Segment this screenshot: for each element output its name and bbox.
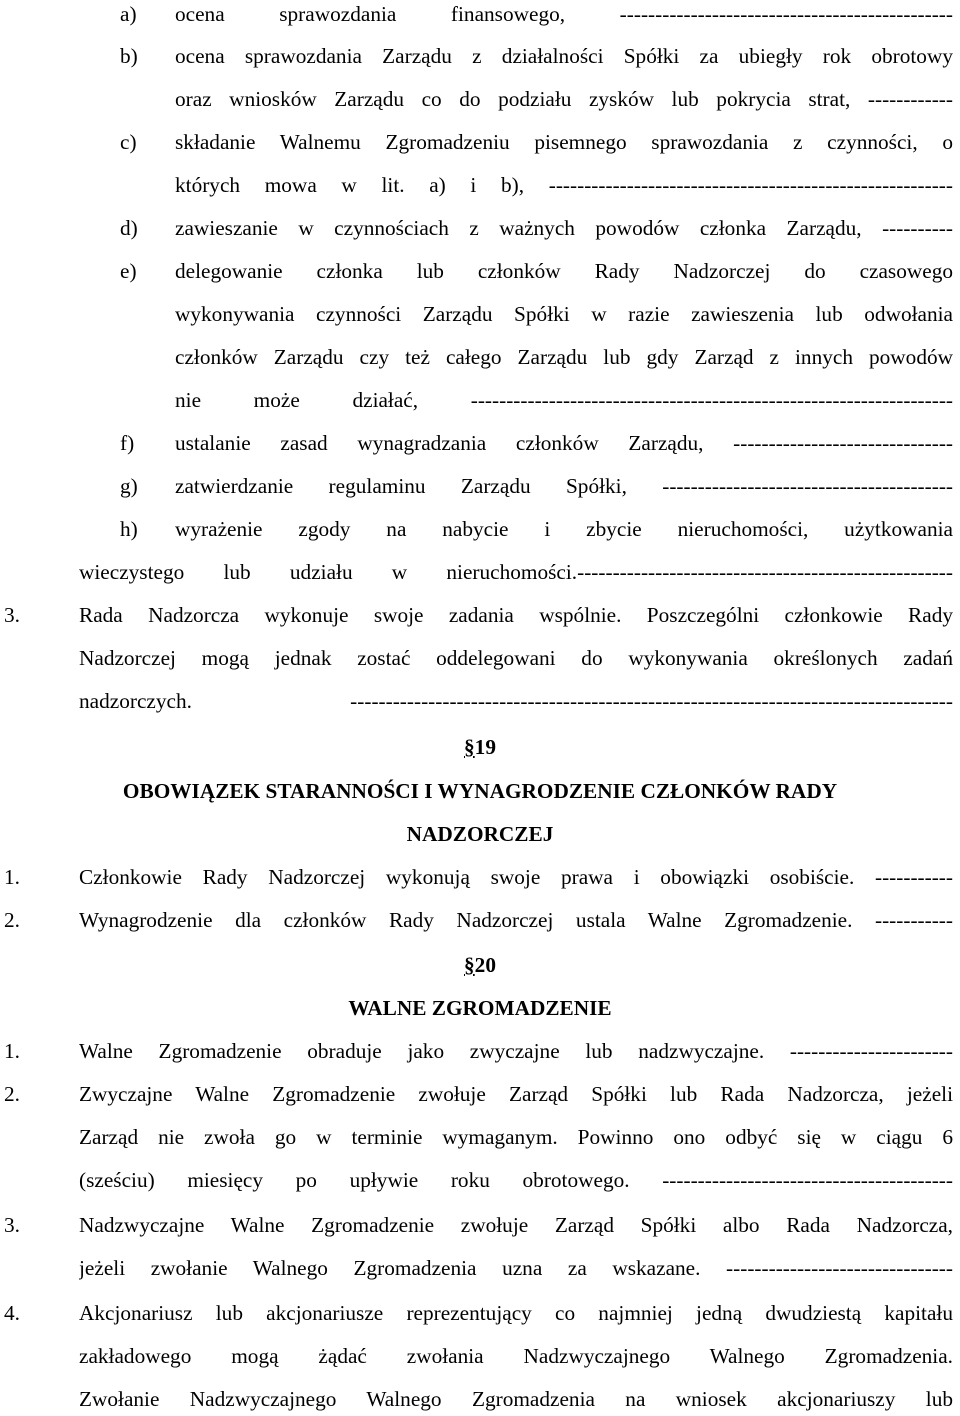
point-3-number: 3. <box>4 603 20 627</box>
item-d-line-1: zawieszanie w czynnościach z ważnych powodów członka Zarządu, ---------- <box>175 218 953 240</box>
item-e-line-3: członków Zarządu czy też całego Zarządu lub gdy Zarząd z innych powodów <box>175 347 953 369</box>
item-h-continuation: wieczystego lub udziału w nieruchomości.----------------------------------------------------- <box>79 562 953 584</box>
item-e-line-2: wykonywania czynności Zarządu Spółki w razie zawieszenia lub odwołania <box>175 304 953 326</box>
item-label-d: d) <box>120 216 138 240</box>
section-20-heading <box>0 955 960 976</box>
item-c-line-2: których mowa w lit. a) i b), --------------------------------------------------------- <box>175 175 953 197</box>
item-label-a: a) <box>120 2 137 26</box>
item-b-line-1: ocena sprawozdania Zarządu z działalności Spółki za ubiegły rok obrotowy <box>175 46 953 68</box>
sec20-point-4-number: 4. <box>4 1301 20 1325</box>
point-3-line-3: nadzorczych. ------------------------------------------------------------------------------------- <box>79 691 953 713</box>
section-19-heading <box>0 737 960 758</box>
sec20-point-2-line-3: (sześciu) miesięcy po upływie roku obrotowego. ----------------------------------------- <box>79 1170 953 1192</box>
sec20-point-2-line-1: Zwyczajne Walne Zgromadzenie zwołuje Zarząd Spółki lub Rada Nadzorcza, jeżeli <box>79 1084 953 1106</box>
sec20-point-2-line-2: Zarząd nie zwoła go w terminie wymaganym. Powinno ono odbyć się w ciągu 6 <box>79 1127 953 1149</box>
sec19-point-1-number: 1. <box>4 865 20 889</box>
item-label-e: e) <box>120 259 137 283</box>
sec20-point-4-line-3: Zwołanie Nadzwyczajnego Walnego Zgromadzenia na wniosek akcjonariuszy lub <box>79 1389 953 1411</box>
item-e-line-1: delegowanie członka lub członków Rady Nadzorczej do czasowego <box>175 261 953 283</box>
item-label-h: h) <box>120 517 138 541</box>
item-g-line-1: zatwierdzanie regulaminu Zarządu Spółki, ----------------------------------------- <box>175 476 953 498</box>
sec20-point-1-number: 1. <box>4 1039 20 1063</box>
item-b-line-2: oraz wniosków Zarządu co do podziału zysków lub pokrycia strat, ------------ <box>175 89 953 111</box>
section-symbol: § <box>464 735 475 759</box>
section-19-title-line-1: OBOWIĄZEK STARANNOŚCI I WYNAGRODZENIE CZŁONKÓW RADY <box>122 779 838 803</box>
sec20-point-3-number: 3. <box>4 1213 20 1237</box>
section-number: 20 <box>474 953 496 977</box>
item-h-line-1: wyrażenie zgody na nabycie i zbycie nieruchomości, użytkowania <box>175 519 953 541</box>
item-e-line-4: nie może działać, -------------------------------------------------------------------- <box>175 390 953 412</box>
sec19-point-2-number: 2. <box>4 908 20 932</box>
item-a-line-1: ocena sprawozdania finansowego, ----------------------------------------------- <box>175 4 953 26</box>
item-label-f: f) <box>120 431 135 455</box>
sec20-point-1-line-1: Walne Zgromadzenie obraduje jako zwyczajne lub nadzwyczajne. ----------------------- <box>79 1041 953 1063</box>
point-3-line-2: Nadzorczej mogą jednak zostać oddelegowani do wykonywania określonych zadań <box>79 648 953 670</box>
section-19-title-line-2: NADZORCZEJ <box>406 822 554 846</box>
point-3-line-1: Rada Nadzorcza wykonuje swoje zadania wspólnie. Poszczególni członkowie Rady <box>79 605 953 627</box>
sec20-point-4-line-1: Akcjonariusz lub akcjonariusze reprezentujący co najmniej jedną dwudziestą kapitału <box>79 1303 953 1325</box>
section-number: 19 <box>474 735 496 759</box>
section-20-title: WALNE ZGROMADZENIE <box>348 996 612 1020</box>
item-label-g: g) <box>120 474 138 498</box>
item-c-line-1: składanie Walnemu Zgromadzeniu pisemnego sprawozdania z czynności, o <box>175 132 953 154</box>
sec20-point-2-number: 2. <box>4 1082 20 1106</box>
sec19-point-2-text: Wynagrodzenie dla członków Rady Nadzorczej ustala Walne Zgromadzenie. ----------- <box>79 910 953 932</box>
item-label-c: c) <box>120 130 137 154</box>
item-f-line-1: ustalanie zasad wynagradzania członków Zarządu, ------------------------------- <box>175 433 953 455</box>
sec20-point-3-line-2: jeżeli zwołanie Walnego Zgromadzenia uzna za wskazane. -------------------------------- <box>79 1258 953 1280</box>
sec19-point-1-text: Członkowie Rady Nadzorczej wykonują swoje prawa i obowiązki osobiście. ----------- <box>79 867 953 889</box>
sec20-point-4-line-2: zakładowego mogą żądać zwołania Nadzwyczajnego Walnego Zgromadzenia. <box>79 1346 953 1368</box>
item-label-b: b) <box>120 44 138 68</box>
sec20-point-3-line-1: Nadzwyczajne Walne Zgromadzenie zwołuje Zarząd Spółki albo Rada Nadzorcza, <box>79 1215 953 1237</box>
section-symbol: § <box>464 953 475 977</box>
